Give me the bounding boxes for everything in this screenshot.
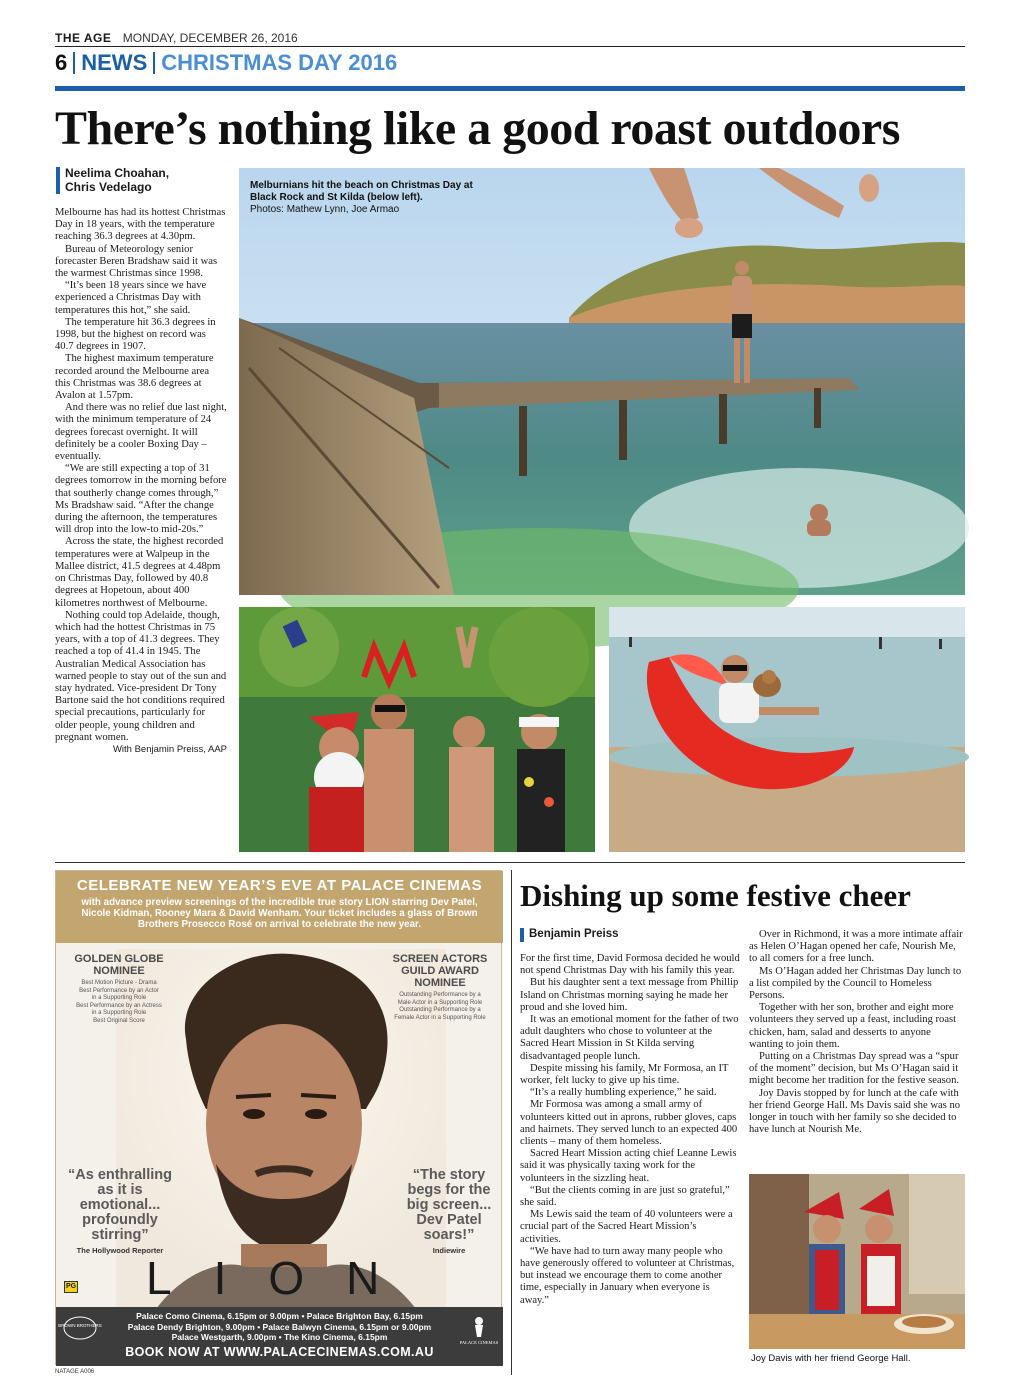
photo-caption (250, 180, 480, 216)
paragraph: It was an emotional moment for the father of two adult daughters who chose to volunteer at the Sacred Heart Mission in St Kilda serving disadvantaged people lunch. (520, 1014, 739, 1062)
quote-text: “The story begs for the big screen... Dev Patel soars!” (406, 1167, 492, 1243)
paragraph: Nothing could top Adelaide, though, which had the hottest Christmas in 75 years, with a top of 41.3 degrees. They reached a top of 41.4 in 1945. The Australian Medical Association has warned people to stay out of the sun and stay hydrated. Vice-president Dr Tony Bartone said the hot conditions required special precautions, particularly for older people, young children and pregnant women. (55, 609, 227, 743)
story-column (520, 953, 740, 1307)
paragraph: Putting on a Christmas Day spread was a “spur of the moment” decision, but Ms O’Hagan said it might become her tradition for the festive season. (749, 1051, 960, 1087)
paragraph: Ms Lewis said the team of 40 volunteers were a crucial part of the Sacred Heart Mission’s activities. (520, 1209, 733, 1245)
ad-subheading: with advance preview screenings of the incredible true story LION starring Dev Patel, Nicole Kidman, Rooney Mara & David Wenham. Your ticket includes a glass of Brown Brothers Prosecco Rosé on arrival to celebrate the new year. (81, 897, 478, 930)
subsection-name: CHRISTMAS DAY 2016 (161, 50, 398, 75)
section-separator (153, 52, 155, 74)
film-title: LION (146, 1252, 422, 1304)
quote-source: The Hollywood Reporter (76, 1246, 164, 1255)
review-quote-right (398, 1168, 500, 1255)
paragraph: “It’s been 18 years since we have experienced a Christmas Day with temperatures this hot,” she said. (55, 280, 207, 316)
photo-caption: Joy Davis with her friend George Hall. (751, 1353, 911, 1364)
paragraph: But his daughter sent a text message from Phillip Island on Christmas morning saying he made her proud and she loved him. (520, 977, 739, 1013)
paragraph: “We have had to turn away many people who have generously offered to volunteer at Christmas, but instead we encourage them to come another time, especially in January when everyone is away.” (520, 1245, 735, 1306)
paragraph: Ms O’Hagan added her Christmas Day lunch to a list compiled by the Council to Homeless Persons. (749, 965, 962, 1002)
award-details (382, 992, 498, 1022)
palace-cinemas-advertisement (55, 870, 502, 1365)
award-line: Best Motion Picture - Drama (81, 980, 157, 986)
masthead-rule (55, 46, 965, 47)
paragraph: Across the state, the highest recorded temperatures were at Walpeup in the Mallee district, 41.5 degrees at 4.48pm on Christmas Day, followed by 40.8 degrees at Hopetoun, about 400 kilometres northwest of Melbourne. (55, 536, 224, 609)
logo-text: BROWN BROTHERS (58, 1323, 102, 1328)
sag-award (382, 953, 498, 1022)
paragraph: Sacred Heart Mission acting chief Leanne Lewis said it was physically taxing work for the volunteers in the sizzling heat. (520, 1148, 737, 1184)
paragraph: “But the clients coming in are just so grateful,” she said. (520, 1184, 730, 1209)
photo-joy-davis-george-hall (749, 1174, 965, 1349)
byline (56, 166, 226, 194)
quote-source: Indiewire (432, 1246, 466, 1255)
byline-author: Chris Vedelago (65, 180, 152, 194)
brown-brothers-logo (58, 1315, 102, 1341)
paragraph: The highest maximum temperature recorded around the Melbourne area this Christmas was 38.6 degrees at Avalon at 1.57pm. (55, 353, 214, 402)
paragraph: Joy Davis stopped by for lunch at the cafe with her friend George Hall. Ms Davis said she was no longer in touch with her family so she decided to have lunch at Nourish Me. (749, 1087, 961, 1136)
paragraph: For the first time, David Formosa decided he would not spend Christmas Day with his family this year. (520, 953, 740, 977)
rating-label: PG (65, 1283, 77, 1290)
byline: Benjamin Preiss (520, 928, 618, 940)
issue-date: MONDAY, DECEMBER 26, 2016 (122, 31, 298, 45)
paragraph: Over in Richmond, it was a more intimate affair as Helen O’Hagan opened her cafe, Nourish Me, to all comers for a free lunch. (749, 929, 963, 965)
lounger-illustration (609, 607, 965, 852)
story-column (749, 929, 965, 1136)
group-illustration (239, 607, 595, 852)
review-quote-left (60, 1168, 180, 1255)
palace-cinemas-logo (460, 1311, 498, 1347)
quote-text: “As enthralling as it is emotional... profoundly stirring” (68, 1167, 172, 1243)
session-line: Palace Dendy Brighton, 9.00pm • Palace Balwyn Cinema, 6.15pm or 9.00pm (127, 1321, 432, 1332)
section-divider (55, 862, 965, 863)
cafe-illustration (749, 1174, 965, 1349)
logo-text: PALACE CINEMAS (459, 1340, 499, 1345)
award-line: Outstanding Performance by a (399, 1007, 481, 1013)
award-line: in a Supporting Role (91, 995, 147, 1001)
paragraph: Bureau of Meteorology senior forecaster Beren Bradshaw said it was the warmest Christmas since 1998. (55, 243, 218, 280)
secondary-headline: Dishing up some festive cheer (520, 878, 911, 913)
award-line: in a Supporting Role (91, 1010, 147, 1016)
paragraph: The temperature hit 36.3 degrees in 1998, but the highest on record was 40.7 degrees in 1907. (55, 316, 216, 353)
byline-author: Neelima Choahan, (65, 166, 170, 180)
paragraph: “It’s a really humbling experience,” he said. (530, 1087, 717, 1099)
main-headline: There’s nothing like a good roast outdoors (55, 102, 900, 155)
session-line: Palace Como Cinema, 6.15pm or 9.00pm • Palace Brighton Bay, 6.15pm (136, 1311, 423, 1321)
book-now-text: BOOK NOW AT WWW.PALACECINEMAS.COM.AU (125, 1344, 434, 1359)
award-details (64, 980, 174, 1025)
photo-credit: Photos: Mathew Lynn, Joe Armao (250, 204, 400, 215)
award-line: Male Actor in a Supporting Role (397, 999, 483, 1006)
session-line: Palace Westgarth, 9.00pm • The Kino Cinema, 6.15pm (171, 1332, 388, 1342)
ad-heading: CELEBRATE NEW YEAR’S EVE AT PALACE CINEMAS (76, 877, 483, 894)
story-column (55, 207, 227, 756)
section-rule (55, 86, 965, 91)
paragraph: “We are still expecting a top of 31 degrees tomorrow in the morning before that southerly change comes through,” Ms Bradshaw said. “After the change during the afternoon, the temperatures will drop into the low-to mid-20s.” (55, 463, 227, 536)
section-name: NEWS (81, 50, 148, 75)
photo-inflatable-lounger (609, 607, 965, 852)
rating-badge (64, 1281, 78, 1293)
award-line: Best Performance by an Actress (76, 1002, 162, 1009)
award-line: Female Actor in a Supporting Role (394, 1014, 486, 1021)
story-credit: With Benjamin Preiss, AAP (112, 743, 227, 755)
section-header (55, 50, 397, 76)
award-title: GOLDEN GLOBE NOMINEE (74, 953, 164, 977)
ad-banner (56, 871, 503, 943)
award-line: Best Performance by an Actor (79, 987, 159, 994)
photo-black-rock-pier (239, 168, 965, 595)
page-number: 6 (55, 50, 68, 75)
award-line: Outstanding Performance by a (399, 992, 481, 998)
award-line: Best Original Score (93, 1017, 145, 1024)
section-separator (73, 52, 75, 74)
page-code: NATAGE A006 (55, 1369, 95, 1375)
paragraph: And there was no relief due last night, with the minimum temperature of 24 degrees forecast overnight. It will definitely be a cooler Boxing Day – eventually. (55, 402, 227, 463)
column-divider (511, 870, 512, 1375)
pier-illustration (239, 168, 965, 595)
masthead (55, 31, 965, 47)
paragraph: Melbourne has had its hottest Christmas Day in 18 years, with the temperature reaching 36.3 degrees at 4.30pm. (55, 207, 226, 243)
award-title: SCREEN ACTORS GUILD AWARD NOMINEE (392, 953, 488, 989)
caption-text: Melburnians hit the beach on Christmas Day at Black Rock and St Kilda (below left). (250, 180, 473, 203)
paragraph: Mr Formosa was among a small army of volunteers kitted out in aprons, rubber gloves, caps and hairnets. They served lunch to an expected 400 clients – many of them homeless. (520, 1099, 738, 1148)
golden-globe-award (64, 953, 174, 1025)
paper-name: THE AGE (55, 31, 112, 45)
photo-st-kilda-group (239, 607, 595, 852)
paragraph: Together with her son, brother and eight more volunteers they served up a feast, including roast chicken, ham, salad and desserts to anyone wanting to join them. (749, 1002, 957, 1050)
ad-sessions-bar (56, 1307, 503, 1366)
paragraph: Despite missing his family, Mr Formosa, an IT worker, felt lucky to give up his time. (520, 1062, 729, 1087)
